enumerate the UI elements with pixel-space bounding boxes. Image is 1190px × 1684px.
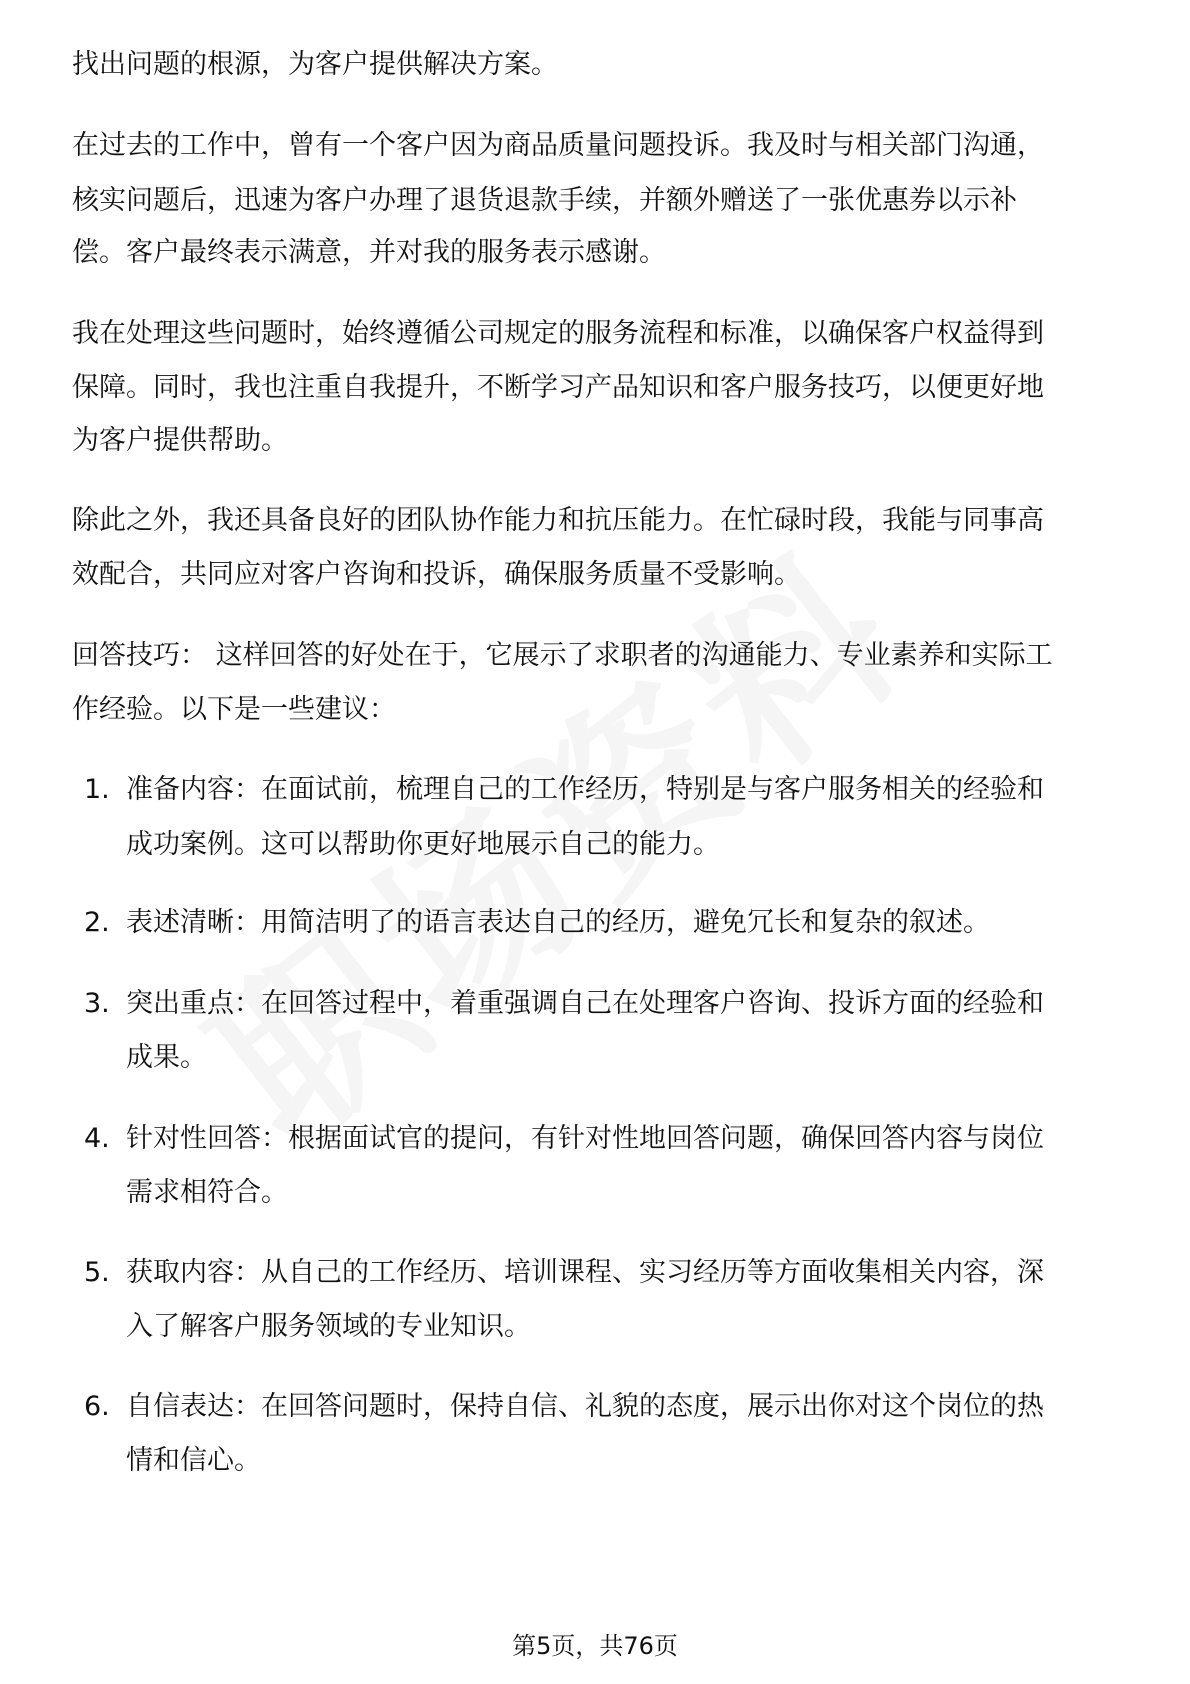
paragraph-line: 回答技巧： 这样回答的好处在于，它展示了求职者的沟通能力、专业素养和实际工 bbox=[72, 640, 1053, 671]
list-number: 2. bbox=[84, 907, 110, 938]
list-number: 5. bbox=[84, 1257, 110, 1288]
page-number: 第5页，共76页 bbox=[512, 1632, 678, 1660]
paragraph-line: 作经验。以下是一些建议： bbox=[72, 694, 396, 725]
paragraph-line: 为客户提供帮助。 bbox=[72, 425, 288, 456]
list-line: 入了解客户服务领域的专业知识。 bbox=[126, 1311, 531, 1342]
paragraph-line: 在过去的工作中，曾有一个客户因为商品质量问题投诉。我及时与相关部门沟通， bbox=[72, 130, 1044, 161]
list-line: 获取内容：从自己的工作经历、培训课程、实习经历等方面收集相关内容，深 bbox=[126, 1257, 1044, 1288]
paragraph-line: 除此之外，我还具备良好的团队协作能力和抗压能力。在忙碌时段，我能与同事高 bbox=[72, 505, 1044, 536]
list-number: 1. bbox=[84, 774, 110, 805]
list-number: 4. bbox=[84, 1123, 110, 1154]
paragraph-line: 保障。同时，我也注重自我提升，不断学习产品知识和客户服务技巧，以便更好地 bbox=[72, 372, 1044, 403]
list-line: 情和信心。 bbox=[126, 1445, 261, 1476]
list-line: 需求相符合。 bbox=[126, 1177, 288, 1208]
paragraph-line: 核实问题后，迅速为客户办理了退货退款手续，并额外赠送了一张优惠券以示补 bbox=[72, 185, 1017, 216]
paragraph-line: 我在处理这些问题时，始终遵循公司规定的服务流程和标准，以确保客户权益得到 bbox=[72, 318, 1044, 349]
paragraph-line: 效配合，共同应对客户咨询和投诉，确保服务质量不受影响。 bbox=[72, 559, 801, 590]
list-line: 表述清晰：用简洁明了的语言表达自己的经历，避免冗长和复杂的叙述。 bbox=[126, 907, 990, 938]
list-line: 针对性回答：根据面试官的提问，有针对性地回答问题，确保回答内容与岗位 bbox=[126, 1123, 1044, 1154]
list-number: 6. bbox=[84, 1391, 110, 1422]
paragraph-line: 偿。客户最终表示满意，并对我的服务表示感谢。 bbox=[72, 237, 666, 268]
paragraph-line: 找出问题的根源，为客户提供解决方案。 bbox=[72, 49, 558, 80]
list-line: 准备内容：在面试前，梳理自己的工作经历，特别是与客户服务相关的经验和 bbox=[126, 774, 1044, 805]
list-line: 成果。 bbox=[126, 1042, 207, 1073]
list-line: 突出重点：在回答过程中，着重强调自己在处理客户咨询、投诉方面的经验和 bbox=[126, 988, 1044, 1019]
list-line: 成功案例。这可以帮助你更好地展示自己的能力。 bbox=[126, 829, 720, 860]
list-number: 3. bbox=[84, 988, 110, 1019]
list-line: 自信表达：在回答问题时，保持自信、礼貌的态度，展示出你对这个岗位的热 bbox=[126, 1391, 1044, 1422]
